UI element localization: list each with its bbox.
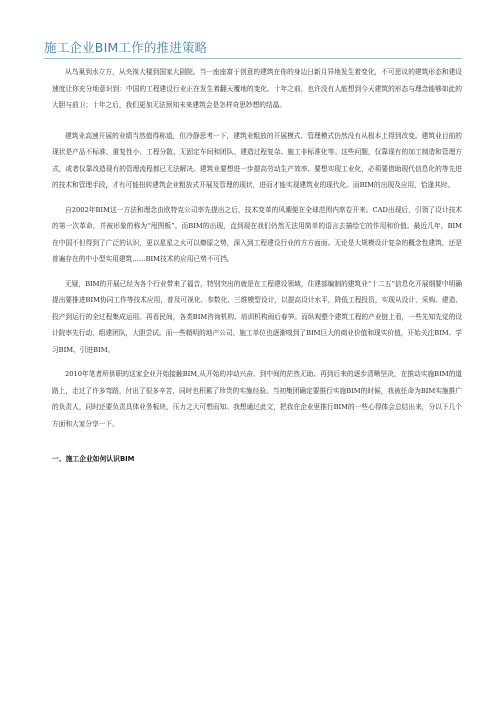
paragraph: 从鸟巢到水立方，从央视大楼到国家大剧院。当一座座富于创意的建筑在你的身边日新月异地发生着变化，不可思议的建筑形态和建设速度让你充分地意识到：中国的工程建设行业正在发生着翻天覆地的变化。十年之前，也许没有人能想到今天建筑的形态与理念能够如此的大胆与前卫；十年之后，我们更加无法预知未来建筑会是怎样奇思妙想的结晶。 [52, 68, 462, 109]
document-title: 施工企业BIM工作的推进策略 [44, 40, 208, 55]
title-divider [44, 58, 462, 59]
paragraph: 2010年笔者所供职的这家企业开始接触BIM,从开始的冲动兴奋、到中间的茫然无助、再到后来的逐步清晰坚决，在推动实施BIM的道路上，走过了许多弯路，付出了很多辛苦，同时也积累了珍贵的实施经验。当初集团确定要推行实施BIM的时候，我被任命为BIM实施推广的负责人，同时还要负责具体业务板块，压力之大可想而知。我想通过此文，把我在企业里推行BIM的一些心得体会总结出来，分以下几个方面和大家分享一下。 [52, 370, 462, 428]
document-body [52, 64, 462, 466]
paragraph: 建筑业高速开展的业绩当然值得称道，但冷静思考一下，建筑业粗放的开展模式、管理模式仍然没有从根本上得到改变。建筑业目前的现状是产品不标准、重复性小、工程分散、无固定车间和团队、建造过程复杂、施工非标准化等。这些问题，仅靠现有的加工制造和管理方式，或者仅靠改造现有的管理流程都已无法解决。建筑业要想进一步提高劳动生产效率、要想实现工业化，必须要借助现代信息化的等先进的技术和管理手段，才有可能扭转建筑企业粗放式开展及管理的现状，进而才能实现建筑业的现代化。而BIM的出现及应用，恰逢其时。 [52, 131, 462, 189]
section-heading: 一、施工企业如何认识BIM [52, 455, 135, 463]
paragraph: 无疑，BIM的开展已经为各个行业带来了福音，特别突出的就是在工程建设领域，住建部编制的建筑业“十二五”信息化开展纲要中明确提出要推进BIM协同工作等技术应用，普及可视化、参数化、三维模型设计，以提高设计水平，降低工程投资，实现从设计、采购、建造、投产到运行的全过程集成运用。再看民间，各类BIM咨询机构、培训机构雨后春笋。而纵观整个建筑工程的产业链上看，一些先知先觉的设计院率先行动，组建团队，大胆尝试。而一些精明的地产公司、施工单位也逐渐嗅到了BIM巨大的商业价值和现实价值，开始关注BIM、学习BIM、引进BIM。 [52, 279, 462, 354]
paragraph: 自2002年BIM这一方法和理念由欧特克公司率先提出之后，技术变革的风潮便在全球范围内席卷开来。CAD出现后，引领了设计技术的第一次革命，并被形象的称为“甩图板”。而BIM的出现，直到现在我们仍然无法用简单的语言去描绘它的作用和价值。最近几年，BIM在中国不但得到了广泛的认识，更以星星之火可以燎原之势，深入到工程建设行业的方方面面。无论是大规模设计复杂的概念性建筑，还是普遍存在的中小型实用建筑……BIM技术的应用已势不可挡。 [52, 205, 462, 263]
